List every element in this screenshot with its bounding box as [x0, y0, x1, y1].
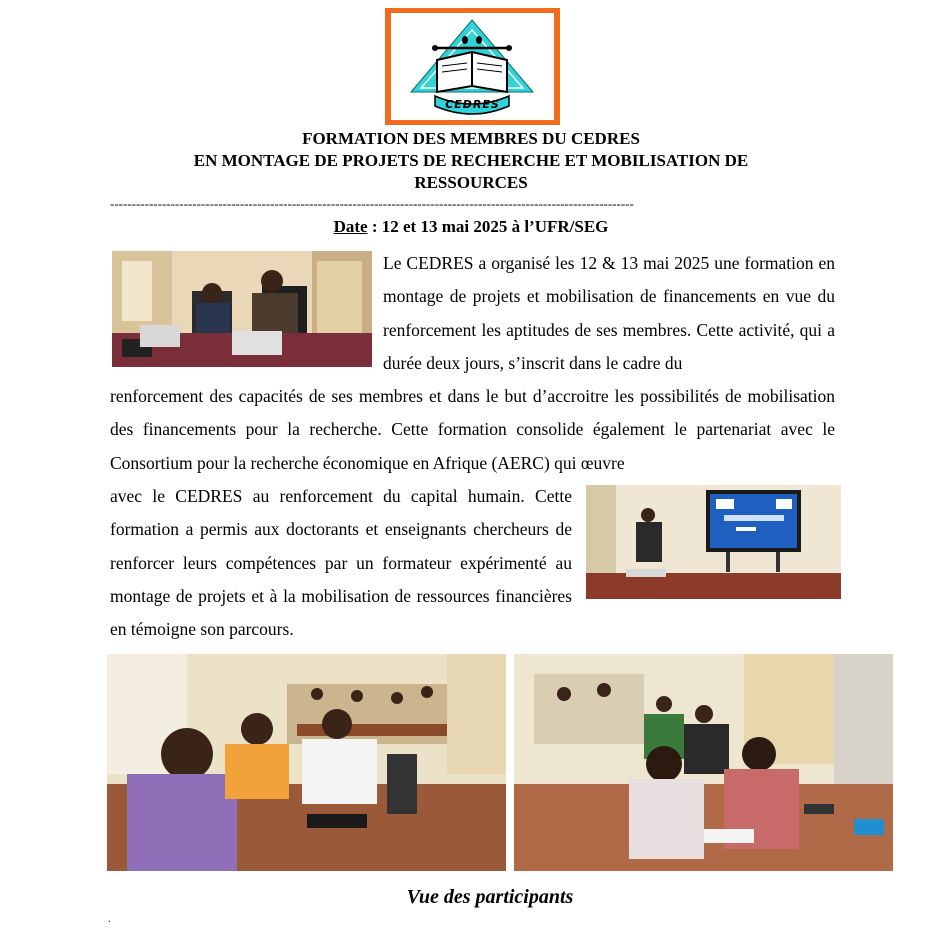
date-label: Date — [333, 217, 368, 236]
paragraph-closing: avec le CEDRES au renforcement du capital humain. Cette formation a permis aux doctorants et enseignants chercheurs de renforcer leurs compétences par un formateur expérimenté au montage de projets et à la mobilisation de ressources financières en témoigne son parcours. — [110, 486, 572, 640]
date-line — [0, 217, 942, 237]
logo-text: CEDRES — [445, 98, 500, 111]
paragraph-intro: Le CEDRES a organisé les 12 & 13 mai 2025 une formation en montage de projets et mobilisation de financements en vue du renforcement les aptitudes de ses membres. Cette activité, qui a durée deux jours, s’inscrit dans le cadre du — [383, 253, 835, 373]
cedres-logo — [385, 8, 560, 125]
separator-rule: ------------------------------------------------------------------------------------------------------------------------- — [110, 197, 634, 211]
footer-mark: . — [108, 914, 111, 925]
title-line-2: EN MONTAGE DE PROJETS DE RECHERCHE ET MOBILISATION DE — [193, 151, 749, 170]
photo-participants-right — [514, 654, 893, 871]
photo-participants-laptops — [112, 251, 372, 367]
page-title — [0, 128, 942, 194]
paragraph-middle: renforcement des capacités de ses membres et dans le but d’accroitre les possibilités de mobilisation des financements pour la recherche. Cette formation consolide également le partenariat avec le Consortium pour la recherche économique en Afrique (AERC) qui œuvre — [110, 386, 835, 473]
title-line-1: FORMATION DES MEMBRES DU CEDRES — [302, 129, 640, 148]
title-line-3: RESSOURCES — [414, 173, 528, 192]
photo-trainer-presentation — [586, 485, 841, 599]
photo-caption: Vue des participants — [406, 886, 574, 908]
date-value: : 12 et 13 mai 2025 à l’UFR/SEG — [367, 217, 609, 236]
photo-participants-left — [107, 654, 506, 871]
